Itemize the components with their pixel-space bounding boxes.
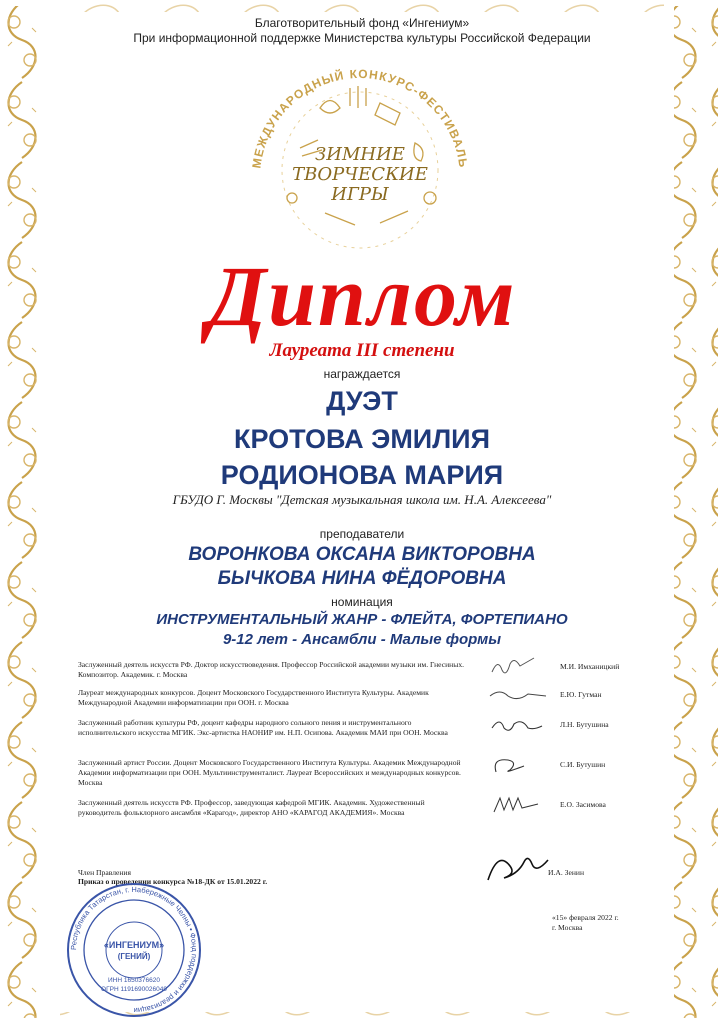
ministry-support-line: При информационной поддержке Министерства культуры Российской Федерации bbox=[133, 31, 591, 45]
emblem-line2: ТВОРЧЕСКИЕ bbox=[292, 164, 428, 185]
recipient-line-3: РОДИОНОВА МАРИЯ bbox=[220, 460, 504, 490]
board-signature-icon bbox=[482, 846, 554, 886]
stamp-outer-text: Республика Татарстан, г. Набережные Челны • Фонд поддержки и реализации bbox=[68, 884, 200, 1016]
laureate-degree: Лауреата III степени bbox=[269, 340, 455, 361]
signature-icon bbox=[486, 684, 550, 706]
stamp-center-line2: (ГЕНИЙ) bbox=[117, 952, 151, 961]
jury-row bbox=[78, 758, 658, 798]
jury-row bbox=[78, 660, 658, 690]
teachers-label: преподаватели bbox=[319, 527, 405, 541]
recipient-line-1: ДУЭТ bbox=[326, 386, 398, 416]
jury-row bbox=[78, 718, 658, 758]
diploma-title: Диплом bbox=[207, 248, 517, 344]
official-stamp bbox=[64, 880, 204, 1020]
jury-description: Лауреат международных конкурсов. Доцент Московского Государственного Института Культуры. Академик Международной Академии информатизации при ООН. г. Москва bbox=[78, 688, 429, 707]
nomination-label: номинация bbox=[331, 595, 393, 609]
foundation-line: Благотворительный фонд «Ингениум» bbox=[254, 16, 470, 30]
board-label: Член Правления bbox=[78, 868, 131, 877]
board-member-name: И.А. Зенин bbox=[548, 868, 585, 877]
issue-date: «15» февраля 2022 г. bbox=[552, 913, 619, 922]
teacher-2: БЫЧКОВА НИНА ФЁДОРОВНА bbox=[217, 568, 507, 589]
stamp-ogrn: ОГРН 1191690026049 bbox=[101, 986, 167, 993]
stamp-center-line1: «ИНГЕНИУМ» bbox=[103, 940, 165, 950]
teacher-1: ВОРОНКОВА ОКСАНА ВИКТОРОВНА bbox=[188, 544, 536, 565]
jury-name: Е.О. Засимова bbox=[560, 800, 606, 809]
jury-name: М.И. Имханицкий bbox=[560, 662, 620, 671]
order-line: Приказ о проведении конкурса №18-ДК от 15.01.2022 г. bbox=[78, 877, 268, 886]
signature-icon bbox=[486, 754, 550, 776]
header bbox=[0, 16, 724, 46]
jury-description: Заслуженный работник культуры РФ, доцент кафедры народного сольного пения и инструментального исполнительского искусства МГИК. Экс-артистка НАОНИР им. Н.П. Осипова. Академик МАИ при ООН. Москва bbox=[78, 718, 448, 737]
jury-name: Л.Н. Бутушина bbox=[560, 720, 609, 729]
emblem-line1: ЗИМНИЕ bbox=[315, 144, 405, 165]
emblem-arc-text: МЕЖДУНАРОДНЫЙ КОНКУРС-ФЕСТИВАЛЬ bbox=[249, 66, 471, 170]
jury-row bbox=[78, 798, 658, 838]
recipient-line-2: КРОТОВА ЭМИЛИЯ bbox=[234, 424, 490, 454]
jury-name: Е.Ю. Гутман bbox=[560, 690, 602, 699]
stamp-inn: ИНН 1650376620 bbox=[107, 977, 161, 984]
signature-icon bbox=[486, 714, 550, 736]
school-name: ГБУДО Г. Москвы "Детская музыкальная школа им. Н.А. Алексеева" bbox=[172, 492, 552, 507]
awarded-label: награждается bbox=[323, 367, 401, 381]
emblem-line3: ИГРЫ bbox=[331, 184, 389, 205]
jury-description: Заслуженный артист России. Доцент Московского Государственного Института Культуры. Академик Международной Академии информатизации при ООН. Мультиинструменталист. Лауреат Всероссийских и международных конкурсов. Москва bbox=[78, 758, 461, 787]
issue-city: г. Москва bbox=[552, 923, 583, 932]
age-category: 9-12 лет - Ансамбли - Малые формы bbox=[222, 631, 502, 648]
nomination: ИНСТРУМЕНТАЛЬНЫЙ ЖАНР - ФЛЕЙТА, ФОРТЕПИАНО bbox=[156, 611, 568, 628]
jury-description: Заслуженный деятель искусств РФ. Профессор, заведующая кафедрой МГИК. Академик. Художественный руководитель фольклорного ансамбля «Карагод», директор АНО «КАРАГОД АКАДЕМИЯ». Москва bbox=[78, 798, 425, 817]
jury-name: С.И. Бутушин bbox=[560, 760, 606, 769]
festival-emblem bbox=[230, 48, 490, 258]
signature-icon bbox=[486, 794, 550, 816]
jury-row bbox=[78, 688, 658, 718]
jury-description: Заслуженный деятель искусств РФ. Доктор искусствоведения. Профессор Российской академии музыки им. Гнесиных. Композитор. Академик. г. Москва bbox=[78, 660, 465, 679]
signature-icon bbox=[486, 656, 550, 678]
